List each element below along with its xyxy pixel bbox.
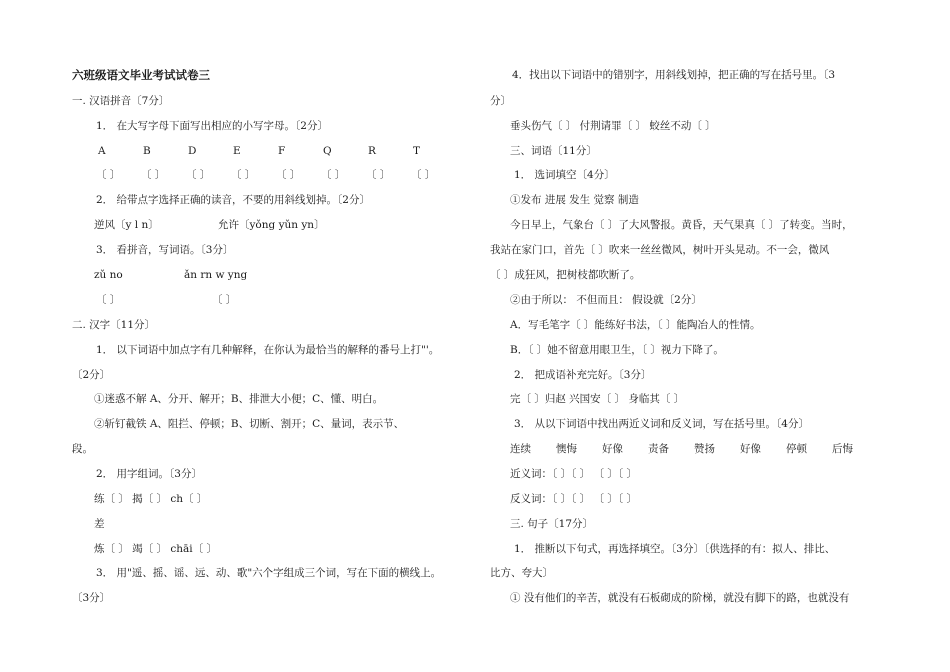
question-9: 2． 把成语补充完好。〔3分〕 [514,369,652,381]
answer-blank: 〔 〕 [231,169,256,181]
q8-passage-line: 今日早上，气象台〔 〕了大风警报。黄昏，天气果真〔 〕了转变。当时， [510,219,853,231]
word: 后悔 [832,443,853,455]
exam-title: 六班级语文毕业考试试卷三 [72,68,210,82]
answer-blank: 〔 〕 [411,169,436,181]
q4-item-b: ②斩钉截铁 A、阻拦、停顿；B、切断、割开；C、量词，表示节、 [94,418,405,430]
question-7: 4．找出以下词语中的错别字，用斜线划掉，把正确的写在括号里。〔3 [512,69,836,81]
q4-item-a: ①迷惑不解 A、分开、解开；B、排泄大小便；C、懂、明白。 [94,393,384,405]
word: 好像 [740,443,761,455]
section-characters-heading: 二. 汉字〔11分〕 [72,319,156,331]
q9-idioms: 完〔 〕归赵 兴国安〔 〕 身临其〔 〕 [510,393,685,405]
question-3: 3． 看拼音，写词语。〔3分〕 [96,244,234,256]
word: 责备 [648,443,669,455]
question-11-cont: 比方、夸大〕 [490,567,553,579]
q8-conjunctions: ②由于所以： 不但而且： 假设就〔2分〕 [510,294,702,306]
q3-answer-blank: 〔 〕 [212,294,237,306]
letter: T [413,145,421,157]
q5-row-a: 练〔 〕 揭〔 〕 ch〔 〕 [94,493,208,505]
letter: R [368,145,376,157]
q8-word-bank: ①发布 进展 发生 觉察 制造 [510,194,639,206]
section-pinyin-heading: 一. 汉语拼音〔7分〕 [72,95,170,107]
word: 连续 [510,443,531,455]
q4-item-b-cont: 段。 [72,443,93,455]
question-7-points: 分〕 [490,95,511,107]
answer-blank: 〔 〕 [321,169,346,181]
question-5: 2． 用字组词。〔3分〕 [96,468,202,480]
answer-blank: 〔 〕 [141,169,166,181]
word: 停顿 [786,443,807,455]
answer-blank: 〔 〕 [96,169,121,181]
question-10: 3． 从以下词语中找出两近义词和反义词，写在括号里。〔4分〕 [514,418,809,430]
question-8: 1． 选词填空〔4分〕 [514,169,615,181]
answer-blank: 〔 〕 [186,169,211,181]
question-11: 1． 推断以下句式，再选择填空。〔3分〕〔供选择的有：拟人、排比、 [514,543,836,555]
question-6: 3． 用"遥、摇、谣、远、动、歌"六个字组成三个词，写在下面的横线上。 [96,567,442,579]
q8-sentence-a: A．写毛笔字〔 〕能练好书法，〔 〕能陶冶人的性情。 [510,319,761,331]
q3-pinyin-b: ǎn rn w yng [184,269,248,281]
question-1: 1． 在大写字母下面写出相应的小写字母。〔2分〕 [96,120,328,132]
q8-passage-line: 我站在家门口，首先〔 〕吹来一丝丝微风，树叶开头晃动。不一会，微风 [490,244,830,256]
q8-passage-line: 〔 〕成狂风，把树枝都吹断了。 [490,269,641,281]
q2-item-b: 允许〔yǒng yǔn yn〕 [218,219,325,231]
q3-answer-blank: 〔 〕 [96,294,121,306]
letter: B [143,145,151,157]
letter: E [233,145,241,157]
word: 赞扬 [694,443,715,455]
question-4: 1． 以下词语中加点字有几种解释，在你认为最恰当的解释的番号上打"'。 [96,344,440,356]
letter: F [278,145,286,157]
word: 懊悔 [556,443,577,455]
q2-item-a: 逆风〔y l n〕 [94,219,159,231]
section-words-heading: 三、词语〔11分〕 [510,145,597,157]
word: 好像 [602,443,623,455]
section-sentences-heading: 三. 句子〔17分〕 [510,518,594,530]
q5-row-c: 炼〔 〕 竭〔 〕 chāi〔 〕 [94,543,217,555]
q8-sentence-b: B．〔 〕她不留意用眼卫生，〔 〕视力下降了。 [510,344,724,356]
q10-synonyms: 近义词：〔 〕〔 〕 〔 〕〔 〕 [510,468,637,480]
question-2: 2． 给带点字选择正确的读音，不要的用斜线划掉。〔2分〕 [96,194,370,206]
letter: A [98,145,106,157]
answer-blank: 〔 〕 [366,169,391,181]
letter: D [188,145,197,157]
q5-row-b: 差 [94,518,105,530]
question-6-points: 〔3分〕 [72,592,111,604]
q3-pinyin-a: zǔ no [94,269,123,281]
q7-items: 垂头伤气〔 〕 付荆请罪〔 〕 蛟丝不动〔 〕 [510,120,716,132]
letter: Q [323,145,332,157]
question-4-points: 〔2分〕 [72,369,111,381]
q10-antonyms: 反义词：〔 〕〔 〕 〔 〕〔 〕 [510,493,637,505]
q11-item-a: ① 没有他们的辛苦，就没有石板砌成的阶梯，就没有脚下的路，也就没有 [510,592,850,604]
answer-blank: 〔 〕 [276,169,301,181]
